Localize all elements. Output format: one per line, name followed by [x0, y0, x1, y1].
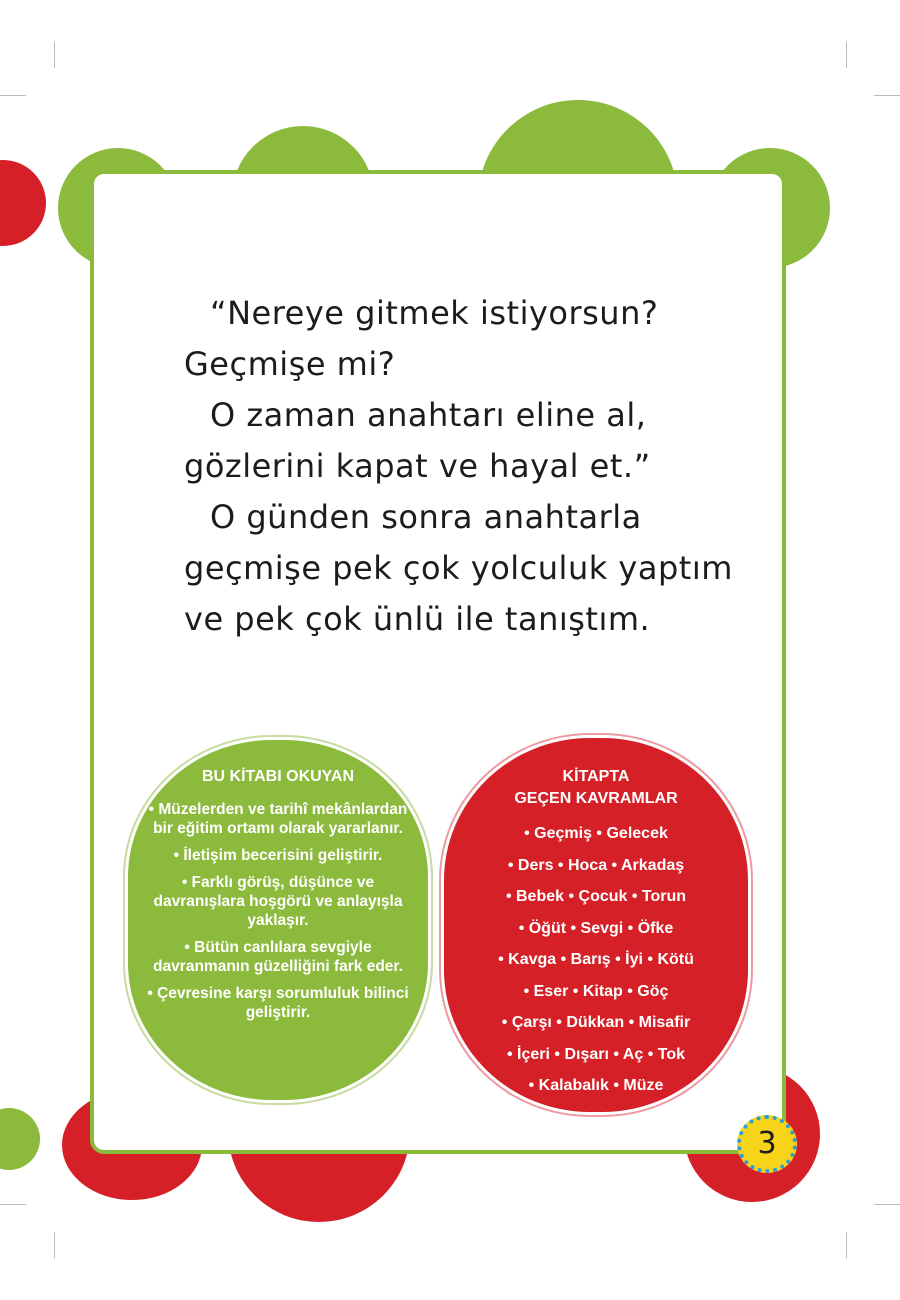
crop-mark — [0, 95, 26, 96]
concepts-title-line: GEÇEN KAVRAMLAR — [514, 790, 678, 807]
decor-circle-green — [0, 1108, 40, 1170]
story-line: Geçmişe mi? — [184, 345, 396, 383]
concept-row: • Kalabalık • Müze — [528, 1077, 664, 1094]
reader-outcomes-list — [142, 800, 414, 1030]
list-item: • Bütün canlılara sevgiyle davranmanın güzelliğini fark eder. — [153, 939, 403, 975]
story-line: O zaman anahtarı eline al, — [210, 396, 647, 434]
crop-mark — [0, 1204, 26, 1205]
concepts-box — [444, 738, 748, 1112]
concepts-box-title — [444, 766, 748, 810]
list-item: • İletişim becerisini geliştirir. — [173, 847, 383, 864]
reader-outcomes-box — [128, 740, 428, 1100]
crop-mark — [874, 1204, 900, 1205]
concept-row: • Bebek • Çocuk • Torun — [505, 888, 687, 905]
story-line: “Nereye gitmek istiyorsun? — [210, 294, 659, 332]
crop-mark — [846, 1232, 847, 1258]
story-line: geçmişe pek çok yolculuk yaptım — [184, 549, 733, 587]
crop-mark — [846, 42, 847, 68]
concept-row: • İçeri • Dışarı • Aç • Tok — [506, 1045, 686, 1063]
reader-box-title: BU KİTABI OKUYAN — [201, 768, 354, 785]
story-line: O günden sonra anahtarla — [210, 498, 642, 536]
concept-row: • Öğüt • Sevgi • Öfke — [518, 919, 674, 937]
concept-row: • Ders • Hoca • Arkadaş — [507, 856, 685, 874]
story-line: gözlerini kapat ve hayal et.” — [184, 447, 651, 485]
concept-row: • Eser • Kitap • Göç — [523, 982, 669, 1000]
concepts-title-line: KİTAPTA — [562, 768, 630, 785]
decor-circle-red — [0, 160, 46, 246]
crop-mark — [54, 1232, 55, 1258]
crop-mark — [54, 42, 55, 68]
concepts-list — [450, 818, 742, 1102]
page-number-badge: 3 — [737, 1115, 797, 1173]
story-text — [184, 288, 744, 645]
concept-row: • Kavga • Barış • İyi • Kötü — [498, 951, 694, 968]
list-item: • Müzelerden ve tarihî mekânlardan bir eğitim ortamı olarak yararlanır. — [148, 801, 408, 837]
list-item: • Farklı görüş, düşünce ve davranışlara hoşgörü ve anlayışla yaklaşır. — [153, 874, 403, 929]
concept-row: • Çarşı • Dükkan • Misafir — [501, 1014, 691, 1031]
story-line: ve pek çok ünlü ile tanıştım. — [184, 600, 651, 638]
crop-mark — [874, 95, 900, 96]
concept-row: • Geçmiş • Gelecek — [524, 825, 668, 842]
list-item: • Çevresine karşı sorumluluk bilinci geliştirir. — [147, 985, 409, 1021]
